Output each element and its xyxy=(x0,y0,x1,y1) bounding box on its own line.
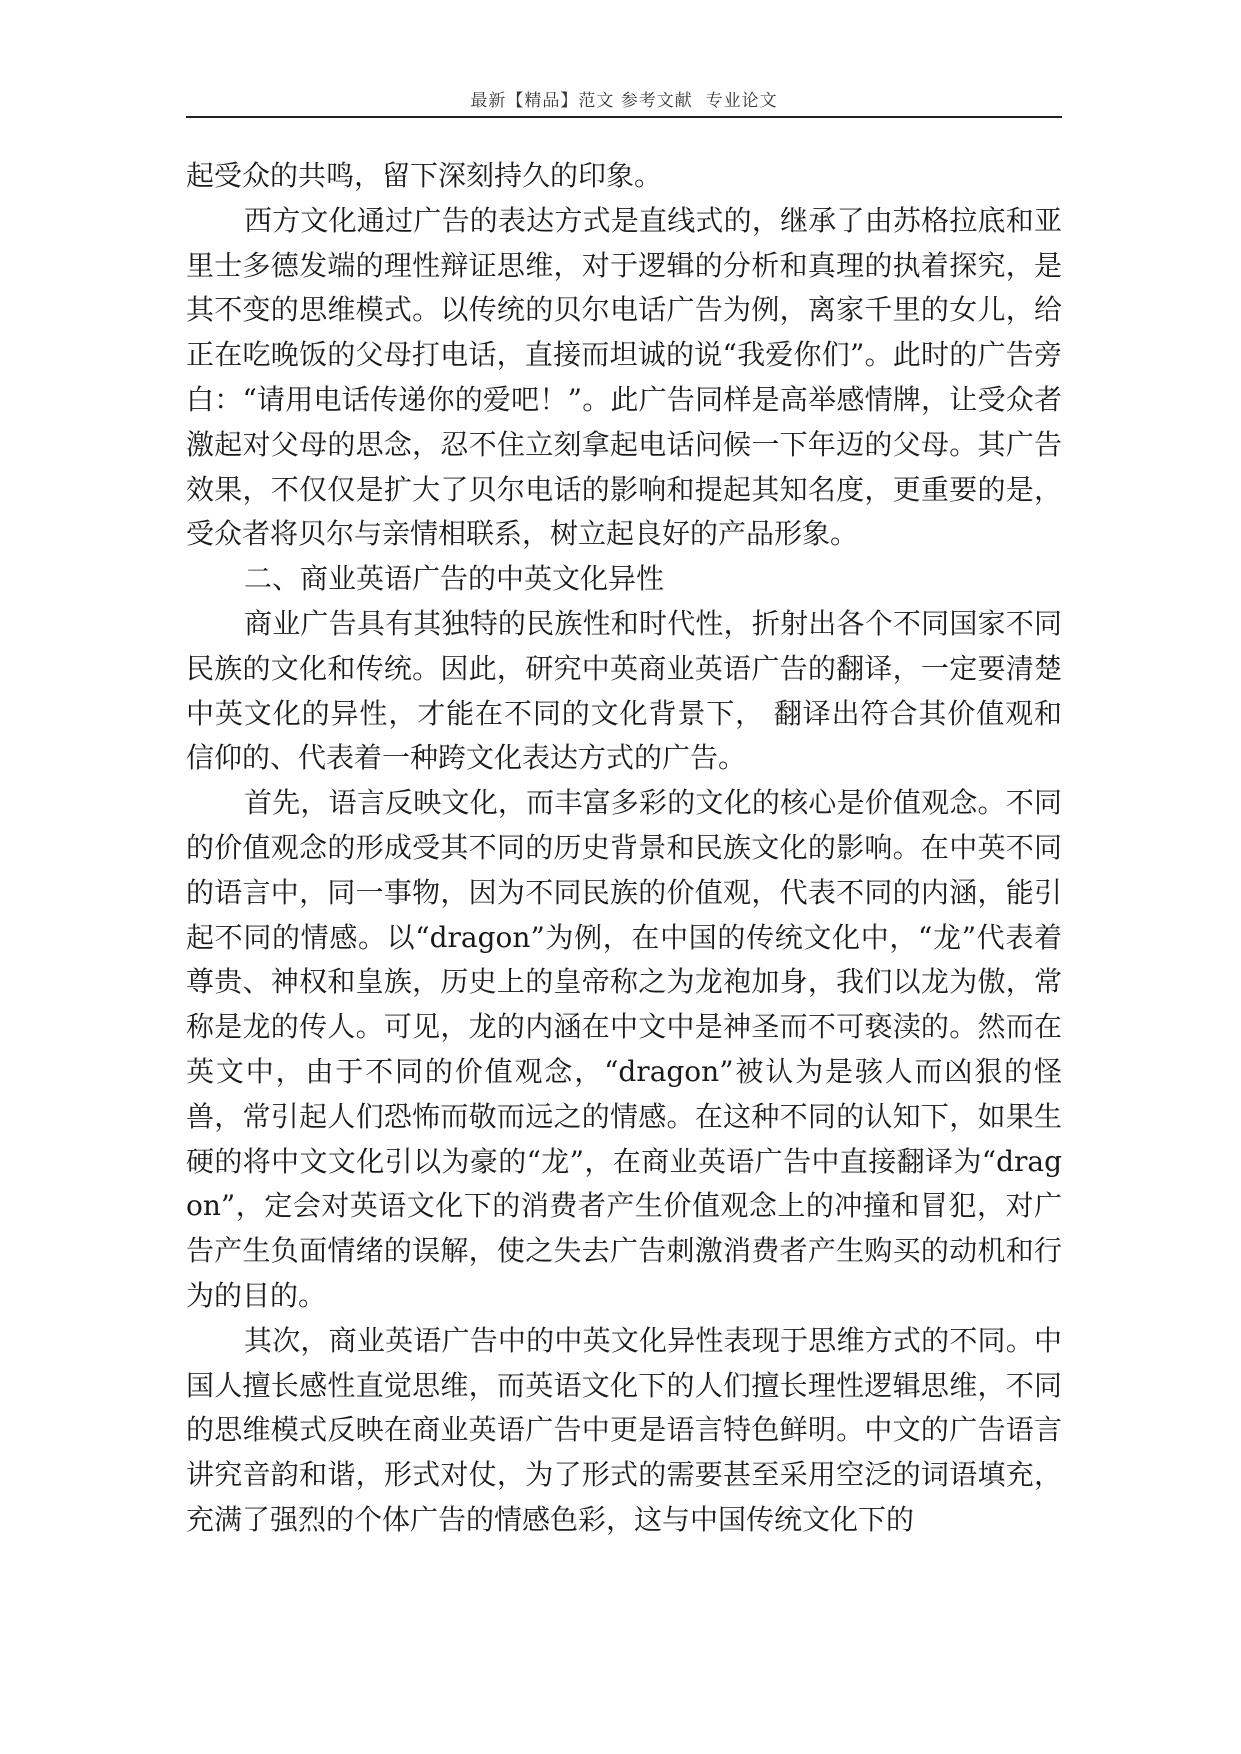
page-header: 最新【精品】范文 参考文献 专业论文 xyxy=(470,91,778,111)
paragraph-3: 商业广告具有其独特的民族性和时代性，折射出各个不同国家不同民族的文化和传统。因此，研究中英商业英语广告的翻译，一定要清楚中英文化的异性，才能在不同的文化背景下， 翻译出符合其价值观和信仰的、代表着一种跨文化表达方式的广告。 xyxy=(186,606,1062,775)
paragraph-5: 其次，商业英语广告中的中英文化异性表现于思维方式的不同。中国人擅长感性直觉思维，而英语文化下的人们擅长理性逻辑思维，不同的思维模式反映在商业英语广告中更是语言特色鲜明。中文的广告语言讲究音韵和谐，形式对仗，为了形式的需要甚至采用空泛的词语填充，充满了强烈的个体广告的情感色彩，这与中国传统文化下的 xyxy=(186,1323,1062,1536)
header-divider xyxy=(186,116,1062,118)
paragraph-2: 西方文化通过广告的表达方式是直线式的，继承了由苏格拉底和亚里士多德发端的理性辩证思维，对于逻辑的分析和真理的执着探究，是其不变的思维模式。以传统的贝尔电话广告为例，离家千里的女儿，给正在吃晚饭的父母打电话，直接而坦诚的说“我爱你们”。此时的广告旁白：“请用电话传递你的爱吧！”。此广告同样是高举感情牌，让受众者激起对父母的思念，忍不住立刻拿起电话问候一下年迈的父母。其广告效果，不仅仅是扩大了贝尔电话的影响和提起其知名度，更重要的是，受众者将贝尔与亲情相联系，树立起良好的产品形象。 xyxy=(186,203,1062,551)
paragraph-1: 起受众的共鸣，留下深刻持久的印象。 xyxy=(186,159,663,192)
document-body xyxy=(186,154,1062,1543)
section-heading: 二、商业英语广告的中英文化异性 xyxy=(244,562,665,596)
paragraph-4: 首先，语言反映文化，而丰富多彩的文化的核心是价值观念。不同的价值观念的形成受其不同的历史背景和民族文化的影响。在中英不同的语言中，同一事物，因为不同民族的价值观，代表不同的内涵，能引起不同的情感。以“dragon”为例，在中国的传统文化中，“龙”代表着尊贵、神权和皇族，历史上的皇帝称之为龙袍加身，我们以龙为傲，常称是龙的传人。可见，龙的内涵在中文中是神圣而不可亵渎的。然而在英文中，由于不同的价值观念，“dragon”被认为是骇人而凶狠的怪兽，常引起人们恐怖而敬而远之的情感。在这种不同的认知下，如果生硬的将中文文化引以为豪的“龙”，在商业英语广告中直接翻译为“dragon”，定会对英语文化下的消费者产生价值观念上的冲撞和冒犯，对广告产生负面情绪的误解，使之失去广告刺激消费者产生购买的动机和行为的目的。 xyxy=(186,786,1062,1312)
